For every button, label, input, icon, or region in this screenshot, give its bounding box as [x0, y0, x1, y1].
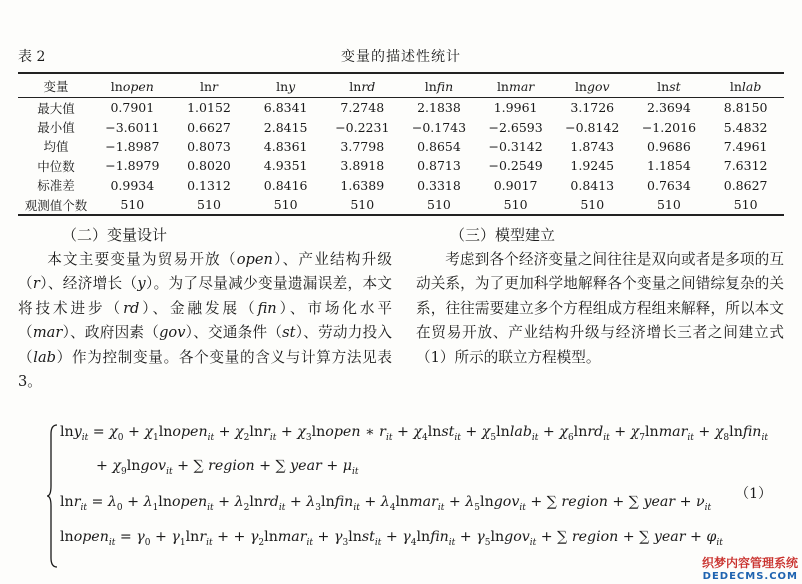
- table-cell: 510: [656, 197, 681, 213]
- table-cell: −1.2016: [641, 119, 697, 135]
- table-cell: 1.8743: [570, 138, 615, 154]
- table-cell: 0.9934: [110, 177, 155, 193]
- table-cell: 510: [733, 197, 758, 213]
- watermark-line-2: DEDECMS.COM: [702, 571, 798, 582]
- table-row: [18, 176, 784, 195]
- table-cell: −2.6593: [488, 119, 543, 135]
- table-cell: −1.8987: [105, 138, 160, 154]
- header-var: mar: [509, 78, 535, 94]
- table-cell: 510: [197, 197, 221, 213]
- table-cell: −0.1743: [411, 119, 467, 135]
- table-cell: 3.8918: [340, 158, 385, 174]
- row-label: 最大值: [37, 100, 75, 116]
- table-cell: 0.8654: [417, 138, 461, 154]
- header-cell: lnopen: [110, 78, 154, 94]
- equation-line-lny: $\ln y_{it} = \chi_0$ + $\chi_1lnopen_{it} + \chi_2\ln r_{it}$ + $\chi_3lnopen$ ∗ $r_{it}$ + $\chi_4lnst_{it}$ + $\chi_5lnlab_{it}$ + $\chi_6lnrd_{it}$ + $\chi_7lnmar_{it}$ + $\chi_8lnfin_{it}$: [60, 424, 768, 443]
- table-cell: 3.7798: [340, 138, 385, 154]
- table-row: [18, 156, 784, 175]
- table-cell: 0.8413: [570, 177, 615, 193]
- equation-line-lny-cont: + $\chi_9lngov_{it}$ + ∑ region + ∑ year + $\mu_{it}$: [96, 458, 359, 477]
- table-cell: 0.3318: [417, 177, 461, 193]
- stats-table: [18, 74, 784, 214]
- table-cell: 510: [427, 197, 451, 213]
- row-label: 中位数: [37, 158, 75, 174]
- table-cell: 1.1854: [647, 158, 691, 174]
- equation-line-lnopen: lnopen$_{it}$ = $\gamma_0 + \gamma_1\ln r_{it}$ + + $\gamma_2lnmar_{it}$ + $\gamma_3lnst_{it}$ + $\gamma_4lnfin_{it}$ + $\gamma_5lngov_{it}$ + ∑ region + ∑ year + $\varphi_{it}$: [60, 529, 723, 548]
- header-cell: lngov: [574, 78, 610, 94]
- watermark-logo: [702, 554, 798, 582]
- table-cell: 1.9245: [570, 158, 615, 174]
- table-number: 表 2: [18, 49, 46, 65]
- table-cell: −0.2549: [488, 158, 543, 174]
- row-label: 均值: [43, 139, 69, 155]
- table-cell: 1.0152: [187, 100, 231, 116]
- table-cell: 2.1838: [417, 100, 461, 116]
- header-var: gov: [587, 78, 610, 94]
- table-cell: 1.9961: [493, 100, 538, 116]
- table-cell: −3.6011: [105, 119, 160, 135]
- section-heading-model: （三）模型建立: [450, 226, 556, 244]
- table-cell: 510: [120, 197, 145, 213]
- row-label: 观测值个数: [24, 197, 88, 213]
- table-cell: 510: [580, 197, 605, 213]
- table-row: [18, 137, 784, 156]
- table-header-row: [18, 74, 784, 98]
- table-row: [18, 117, 784, 136]
- table-cell: 0.6627: [187, 119, 231, 135]
- header-var: rd: [361, 78, 376, 94]
- table-cell: 0.8073: [187, 138, 231, 154]
- table-cell: 0.1312: [187, 177, 231, 193]
- watermark-line-1: 织梦内容管理系统: [701, 556, 798, 570]
- paragraph-variable-design: 本文主要变量为贸易开放（open）、产业结构升级（r）、经济增长（y）。为了尽量减少变量遗漏误差，本文将技术进步（rd）、金融发展（fin）、市场化水平（mar）、政府因素（gov）、交通条件（st）、劳动力投入（lab）作为控制变量。各个变量的含义与计算方法见表 3。: [18, 251, 392, 391]
- table-cell: 1.6389: [340, 177, 385, 193]
- equation-number: （1）: [735, 486, 772, 502]
- table-cell: 0.8416: [263, 177, 308, 193]
- table-cell: 0.8713: [417, 158, 461, 174]
- table-cell: 0.7901: [110, 100, 155, 116]
- paragraph-model: 考虑到各个经济变量之间往往是双向或者是多项的互动关系，为了更加科学地解释各个变量之间错综复杂的关系，往往需要建立多个方程组成方程组来解释，所以本文在贸易开放、产业结构升级与经济增长三者之间建立式（1）所示的联立方程模型。: [416, 251, 784, 366]
- table-row: [18, 195, 784, 214]
- table-cell: 7.4961: [723, 138, 768, 154]
- header-cell: lnst: [657, 78, 681, 94]
- table-cell: 3.1726: [570, 100, 615, 116]
- header-var: y: [288, 78, 296, 94]
- header-var: r: [212, 78, 218, 94]
- section-heading-variable-design: （二）变量设计: [62, 226, 168, 244]
- table-cell: 0.8020: [187, 158, 231, 174]
- table-cell: 510: [273, 197, 298, 213]
- table-cell: 0.7634: [647, 177, 691, 193]
- table-cell: 0.9017: [493, 177, 538, 193]
- header-var: st: [669, 78, 681, 94]
- table-cell: 510: [503, 197, 528, 213]
- table-cell: −0.8142: [565, 119, 620, 135]
- header-cell: lnr: [199, 78, 218, 94]
- table-cell: −1.8979: [105, 158, 160, 174]
- equation-line-lnr: $\ln r_{it} = \lambda_0$ + $\lambda_1lnopen_{it}$ + $\lambda_2lnrd_{it}$ + $\lambda_3lnfin_{it}$ + $\lambda_4lnmar_{it}$ + $\lambda_5lngov_{it}$ + ∑ region + ∑ year + $\nu_{it}$: [60, 494, 712, 513]
- header-cell: lnmar: [496, 78, 535, 94]
- table-cell: 2.8415: [263, 119, 308, 135]
- table-cell: 7.2748: [340, 100, 385, 116]
- table-cell: 5.4832: [723, 119, 768, 135]
- header-var: lab: [741, 78, 762, 94]
- table-title: 变量的描述性统计: [341, 49, 461, 65]
- table-cell: 0.8627: [723, 177, 768, 193]
- table-cell: 4.9351: [263, 158, 308, 174]
- table-row: [18, 98, 784, 117]
- header-var: fin: [436, 78, 454, 94]
- table-cell: −0.2231: [335, 119, 390, 135]
- simultaneous-equation-model: [46, 422, 786, 572]
- row-label: 最小值: [37, 120, 75, 136]
- table-cell: 0.9686: [647, 138, 691, 154]
- header-cell: lnlab: [729, 78, 762, 94]
- table-cell: 7.6312: [723, 158, 768, 174]
- header-var: open: [122, 78, 154, 94]
- header-cell: 变量: [43, 79, 69, 94]
- header-cell: lny: [276, 78, 296, 94]
- header-cell: lnrd: [349, 78, 376, 94]
- header-cell: lnfin: [424, 78, 454, 94]
- table-cell: 6.8341: [263, 100, 308, 116]
- table-cell: −0.3142: [488, 138, 543, 154]
- table-cell: 2.3694: [647, 100, 691, 116]
- left-brace: [46, 424, 58, 568]
- row-label: 标准差: [37, 178, 75, 194]
- table-cell: 510: [350, 197, 375, 213]
- table-cell: 8.8150: [723, 100, 768, 116]
- table-cell: 4.8361: [263, 138, 308, 154]
